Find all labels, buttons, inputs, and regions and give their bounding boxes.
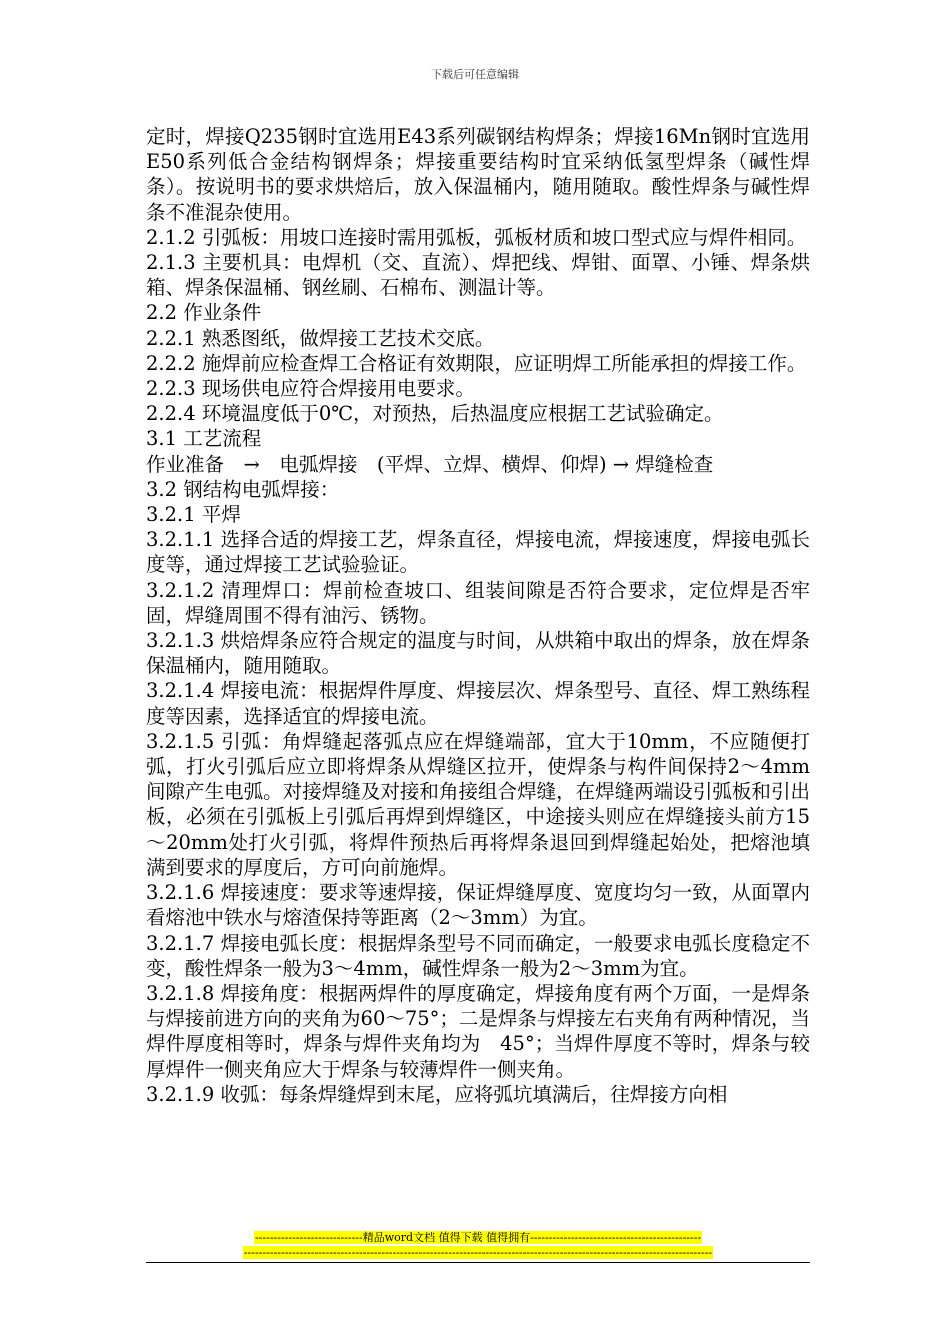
section-heading: 3.1 工艺流程 xyxy=(146,427,262,451)
footer-highlight-text: -----------------------------精品word文档 值得下载 值得拥有---------------------------------------------- xyxy=(254,1231,702,1244)
paragraph: 3.2.1.2 清理焊口：焊前检查坡口、组装间隙是否符合要求，定位焊是否牢固，焊缝周围不得有油污、锈物。 xyxy=(146,578,810,627)
paragraph: 3.2.1.4 焊接电流：根据焊件厚度、焊接层次、焊条型号、直径、焊工熟练程度等因素，选择适宜的焊接电流。 xyxy=(146,679,810,728)
footer-banner-line xyxy=(146,1246,810,1259)
paragraph: 2.2.1 熟悉图纸，做焊接工艺技术交底。 xyxy=(146,326,495,350)
paragraph: 2.1.2 引弧板：用坡口连接时需用弧板，弧板材质和坡口型式应与焊件相同。 xyxy=(146,225,807,249)
paragraph: 2.2.2 施焊前应检查焊工合格证有效期限，应证明焊工所能承担的焊接工作。 xyxy=(146,351,807,375)
paragraph: 3.2.1.3 烘焙焊条应符合规定的温度与时间，从烘箱中取出的焊条，放在焊条保温桶内，随用随取。 xyxy=(146,629,810,678)
paragraph: 3.2.1.6 焊接速度：要求等速焊接，保证焊缝厚度、宽度均匀一致，从面罩内看熔池中铁水与熔渣保持等距离（2～3mm）为宜。 xyxy=(146,881,810,930)
page-header: 下载后可任意编辑 xyxy=(431,68,519,81)
paragraph: 定时，焊接Q235钢时宜选用E43系列碳钢结构焊条；焊接16Mn钢时宜选用 E50系列低合金结构钢焊条；焊接重要结构时宜采纳低氢型焊条（碱性焊条）。按说明书的要求烘焙后，放入保温桶内，随用随取。酸性焊条与碱性焊条不准混杂使用。 xyxy=(146,125,830,224)
footer-banner xyxy=(146,1229,810,1245)
section-heading: 2.2 作业条件 xyxy=(146,301,262,325)
paragraph: 2.2.3 现场供电应符合焊接用电要求。 xyxy=(146,377,475,401)
paragraph: 3.2.1.8 焊接角度：根据两焊件的厚度确定，焊接角度有两个万面，一是焊条与焊接前进方向的夹角为60～75°；二是焊条与焊接左右夹角有两种情况，当焊件厚度相等时，焊条与焊件夹角均为 45°；当焊件厚度不等时，焊条与较厚焊件一侧夹角应大于焊条与较薄焊件一侧夹角。 xyxy=(146,981,810,1081)
process-flow: 作业准备 → 电弧焊接 (平焊、立焊、横焊、仰焊) → 焊缝检查 xyxy=(146,452,714,476)
paragraph: 3.2.1.7 焊接电弧长度：根据焊条型号不同而确定，一般要求电弧长度稳定不变，酸性焊条一般为3～4mm，碱性焊条一般为2～3mm为宜。 xyxy=(146,931,810,980)
document-body xyxy=(146,124,830,1107)
paragraph: 2.1.3 主要机具：电焊机（交、直流）、焊把线、焊钳、面罩、小锤、焊条烘箱、焊条保温桶、钢丝刷、石棉布、测温计等。 xyxy=(146,251,810,300)
section-heading: 3.2 钢结构电弧焊接： xyxy=(146,477,340,501)
paragraph: 2.2.4 环境温度低于0℃，对预热，后热温度应根据工艺试验确定。 xyxy=(146,402,724,426)
footer-divider xyxy=(146,1262,810,1263)
paragraph: 3.2.1.5 引弧：角焊缝起落弧点应在焊缝端部，宜大于10mm，不应随便打弧，打火引弧后应立即将焊条从焊缝区拉开，使焊条与构件间保持2～4mm间隙产生电弧。对接焊缝及对接和角接组合焊缝，在焊缝两端设引弧板和引出板，必须在引弧板上引弧后再焊到焊缝区，中途接头则应在焊缝接头前方15～20mm处打火引弧，将焊件预热后再将焊条退回到焊缝起始处，把熔池填满到要求的厚度后，方可向前施焊。 xyxy=(146,729,810,879)
paragraph: 3.2.1.1 选择合适的焊接工艺，焊条直径，焊接电流，焊接速度，焊接电弧长度等，通过焊接工艺试验验证。 xyxy=(146,528,810,577)
section-heading: 3.2.1 平焊 xyxy=(146,503,241,527)
paragraph: 3.2.1.9 收弧：每条焊缝焊到末尾，应将弧坑填满后，往焊接方向相 xyxy=(146,1082,728,1106)
footer-highlight-dashes: ------------------------------------------------------------------------------------------------------------------------------ xyxy=(243,1246,713,1259)
